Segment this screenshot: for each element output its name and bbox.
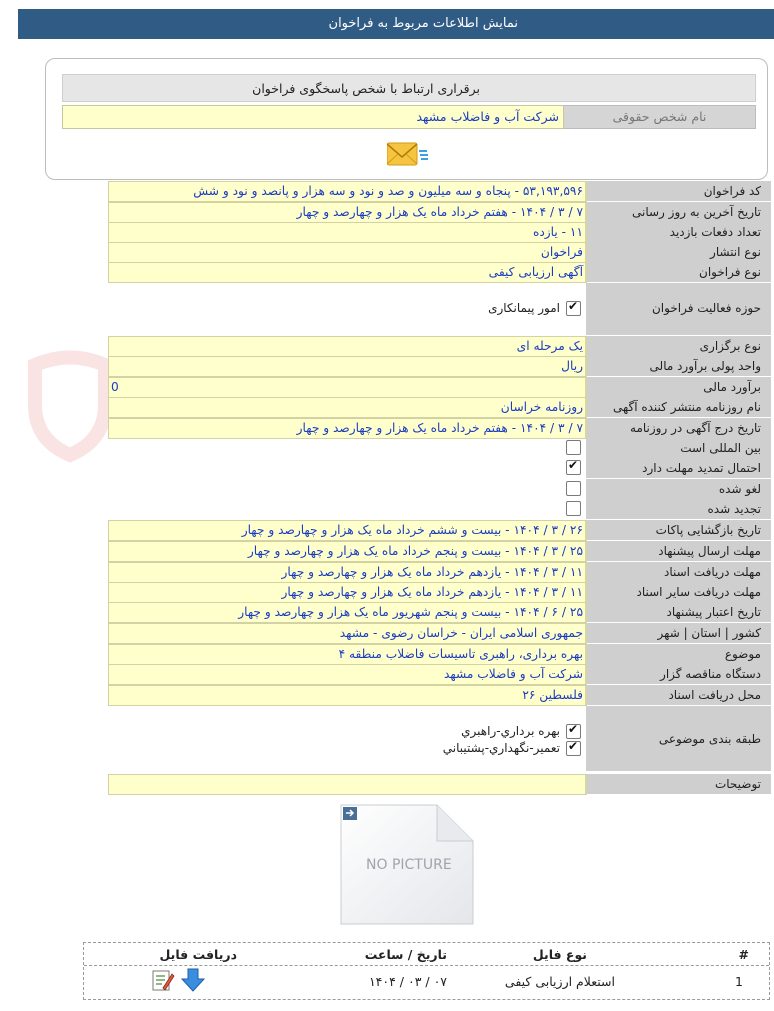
label-extension: احتمال تمدید مهلت دارد (586, 458, 771, 478)
label-description: توضیحات (586, 774, 771, 794)
row-publish-type (108, 242, 771, 262)
row-location (108, 623, 771, 643)
label-organizer: دستگاه مناقصه گزار (586, 664, 771, 684)
row-activity (108, 283, 771, 335)
label-category: طبقه بندی موضوعی (586, 706, 771, 771)
row-newspaper (108, 397, 771, 417)
contact-box (45, 58, 768, 180)
value-call-type: آگهی ارزیابی کیفی (108, 262, 587, 283)
activity-option[interactable]: ✔امور پیمانکاری (488, 301, 581, 316)
value-organizer: شرکت آب و فاضلاب مشهد (108, 664, 587, 685)
category-option-1[interactable]: ✔بهره برداري-راهبري (461, 724, 581, 739)
row-description (108, 774, 771, 794)
label-newspaper-date: تاریخ درج آگهی در روزنامه (586, 418, 771, 438)
category-checkbox-1[interactable] (566, 724, 581, 739)
label-newspaper: نام روزنامه منتشر کننده آگهی (586, 397, 771, 417)
cancelled-checkbox[interactable] (566, 481, 581, 496)
watermark-shield-icon (35, 358, 105, 456)
legal-person-value (62, 105, 564, 129)
category-checkbox-2[interactable] (566, 741, 581, 756)
label-other-doc-deadline: مهلت دریافت سایر اسناد (586, 582, 771, 602)
value-location: جمهوری اسلامی ایران - خراسان رضوی - مشهد (108, 623, 587, 644)
header-file-type: نوع فایل (532, 947, 587, 962)
value-code: ۵۳,۱۹۳,۵۹۶ - پنجاه و سه میلیون و صد و نود و سه هزار و پانصد و نود و شش (108, 181, 587, 202)
label-doc-place: محل دریافت اسناد (586, 685, 771, 705)
value-publish-type: فراخوان (108, 242, 587, 263)
row-send-deadline (108, 541, 771, 561)
label-call-type: نوع فراخوان (586, 262, 771, 282)
header-download: دریافت فایل (159, 947, 237, 962)
renewed-checkbox[interactable] (566, 501, 581, 516)
label-international: بین المللی است (586, 438, 771, 458)
label-opening: تاریخ بازگشایی پاکات (586, 520, 771, 540)
contact-title: برقراری ارتباط با شخص پاسخگوی فراخوان (252, 81, 480, 96)
row-international (108, 438, 771, 458)
value-subject: بهره برداری، راهبری تاسیسات فاضلاب منطقه ۴ (108, 644, 587, 665)
row-renewed (108, 499, 771, 519)
page-title: نمایش اطلاعات مربوط به فراخوان (328, 16, 518, 31)
value-visits: ۱۱ - یازده (108, 222, 587, 243)
contact-header (62, 74, 756, 102)
row-estimate (108, 377, 771, 397)
row-cancelled (108, 479, 771, 499)
label-hold-type: نوع برگزاری (586, 336, 771, 356)
header-date: تاریخ / ساعت (364, 947, 447, 962)
label-visits: تعداد دفعات بازدید (586, 222, 771, 242)
row-other-doc-deadline (108, 582, 771, 602)
label-location: کشور | استان | شهر (586, 623, 771, 643)
row-file-type: استعلام ارزیابی کیفی (504, 974, 615, 989)
label-code: کد فراخوان (586, 181, 771, 201)
extension-checkbox[interactable] (566, 460, 581, 475)
value-newspaper-date: ۷ / ۳ / ۱۴۰۴ - هفتم خرداد ماه یک هزار و چهارصد و چهار (108, 418, 587, 439)
label-last-update: تاریخ آخرین به روز رسانی (586, 202, 771, 222)
value-validity: ۲۵ / ۶ / ۱۴۰۴ - بیست و پنجم شهریور ماه یک هزار و چهارصد و چهار (108, 602, 587, 623)
label-cancelled: لغو شده (586, 479, 771, 499)
row-code (108, 181, 771, 201)
row-hold-type (108, 336, 771, 356)
value-description (108, 774, 587, 795)
row-subject (108, 644, 771, 664)
label-validity: تاریخ اعتبار پیشنهاد (586, 602, 771, 622)
files-table-header (84, 943, 769, 966)
files-table (83, 942, 770, 1000)
row-currency (108, 356, 771, 376)
value-currency: ریال (108, 356, 587, 377)
value-other-doc-deadline: ۱۱ / ۳ / ۱۴۰۴ - یازدهم خرداد ماه یک هزار و چهارصد و چهار (108, 582, 587, 603)
row-category (108, 706, 771, 771)
legal-person-label: نام شخص حقوقی (563, 105, 756, 129)
value-hold-type: یک مرحله ای (108, 336, 587, 357)
row-call-type (108, 262, 771, 282)
label-send-deadline: مهلت ارسال پیشنهاد (586, 541, 771, 561)
header-num: # (738, 947, 749, 962)
row-visits (108, 222, 771, 242)
edit-icon[interactable] (151, 968, 175, 992)
row-date: ۱۴۰۴ / ۰۳ / ۰۷ (368, 974, 447, 989)
page-header (18, 9, 774, 39)
row-doc-place (108, 685, 771, 705)
value-newspaper: روزنامه خراسان (108, 397, 587, 418)
label-renewed: تجدید شده (586, 499, 771, 519)
value-doc-deadline: ۱۱ / ۳ / ۱۴۰۴ - یازدهم خرداد ماه یک هزار و چهارصد و چهار (108, 562, 587, 583)
value-doc-place: فلسطین ۲۶ (108, 685, 587, 706)
label-estimate: برآورد مالی (586, 377, 771, 397)
download-arrow-icon[interactable] (180, 967, 206, 993)
activity-checkbox[interactable] (566, 301, 581, 316)
label-publish-type: نوع انتشار (586, 242, 771, 262)
no-picture-image (339, 803, 475, 926)
value-send-deadline: ۲۵ / ۳ / ۱۴۰۴ - بیست و پنجم خرداد ماه یک هزار و چهارصد و چهار (108, 541, 587, 562)
row-organizer (108, 664, 771, 684)
envelope-icon[interactable] (387, 139, 433, 169)
row-doc-deadline (108, 562, 771, 582)
label-doc-deadline: مهلت دریافت اسناد (586, 562, 771, 582)
row-validity (108, 602, 771, 622)
row-num: 1 (735, 974, 743, 989)
row-opening (108, 520, 771, 540)
category-option-2[interactable]: ✔تعمير-نگهداري-پشتيباني (443, 741, 581, 756)
legal-person-text: شرکت آب و فاضلاب مشهد (416, 109, 559, 124)
label-activity: حوزه فعالیت فراخوان (586, 283, 771, 335)
value-opening: ۲۶ / ۳ / ۱۴۰۴ - بیست و ششم خرداد ماه یک هزار و چهارصد و چهار (108, 520, 587, 541)
label-subject: موضوع (586, 644, 771, 664)
value-last-update: ۷ / ۳ / ۱۴۰۴ - هفتم خرداد ماه یک هزار و چهارصد و چهار (108, 202, 587, 223)
row-last-update (108, 202, 771, 222)
international-checkbox[interactable] (566, 440, 581, 455)
label-currency: واحد پولی برآورد مالی (586, 356, 771, 376)
no-picture-text: NO PICTURE (366, 857, 452, 873)
value-estimate: 0 (108, 377, 587, 398)
row-newspaper-date (108, 418, 771, 438)
row-extension (108, 458, 771, 478)
